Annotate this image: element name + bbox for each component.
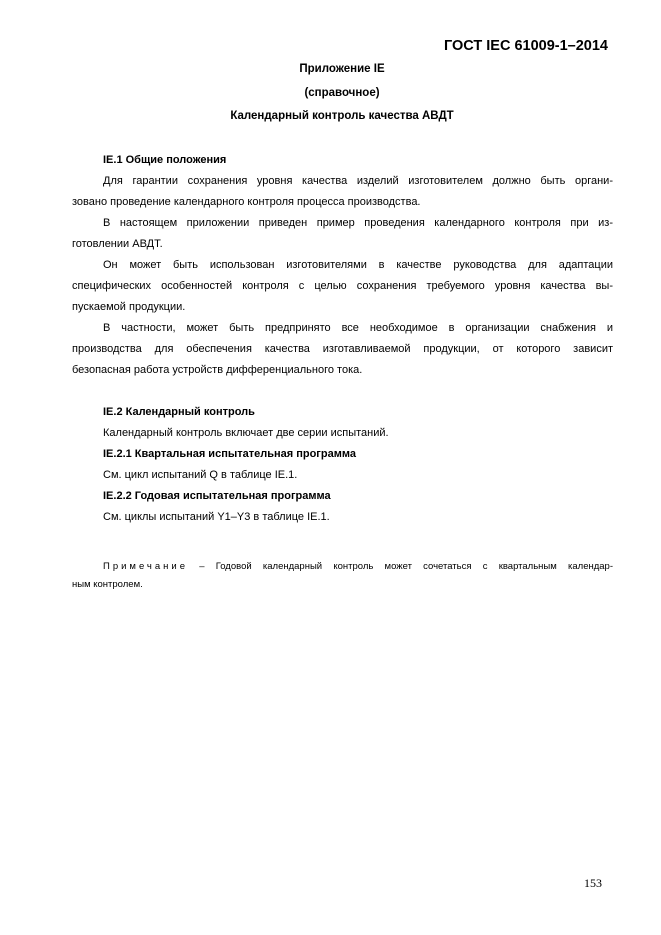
paragraph [72,255,613,276]
paragraph-line: зовано проведение календарного контроля процесса производства. [72,196,421,208]
paragraph-line: См. циклы испытаний Y1–Y3 в таблице IE.1. [103,511,330,523]
note-line [72,556,613,578]
paragraph-line: В частности, может быть предпринято все необходимое в организации снабжения и [103,322,613,334]
section-heading-ie1: IE.1 Общие положения [103,154,227,166]
note-label: Примечание [103,561,188,572]
paragraph [72,507,613,528]
note-line: ным контролем. [72,579,143,590]
paragraph [72,423,613,444]
appendix-type: (справочное) [304,87,380,99]
appendix-subject: Календарный контроль качества АВДТ [230,110,454,122]
paragraph-line: пускаемой продукции. [72,301,186,313]
paragraph [72,213,613,234]
document-body [72,150,613,528]
paragraph [72,465,613,486]
document-code: ГОСТ IEC 61009-1–2014 [443,38,608,54]
paragraph [72,171,613,192]
subsection-heading-ie2-1: IE.2.1 Квартальная испытательная программа [103,448,356,460]
paragraph-line: специфических особенностей контроля с целью сохранения требуемого уровня качества вы- [72,280,613,292]
paragraph [72,318,613,339]
paragraph-line: Он может быть использован изготовителями в качестве руководства для адаптации [103,259,613,271]
paragraph-line: готовлении АВДТ. [72,238,163,250]
paragraph-line: В настоящем приложении приведен пример проведения календарного контроля при из- [103,217,613,229]
paragraph-line: безопасная работа устройств дифференциального тока. [72,364,363,376]
paragraph-line: производства для обеспечения качества изготавливаемой продукции, от которого зависит [72,343,613,355]
subsection-heading-ie2-2: IE.2.2 Годовая испытательная программа [103,490,331,502]
paragraph-line: Календарный контроль включает две серии испытаний. [103,427,389,439]
section-heading-ie2: IE.2 Календарный контроль [103,406,255,418]
page-number: 153 [584,876,602,890]
paragraph-line: Для гарантии сохранения уровня качества изделий изготовителем должно быть органи- [103,175,613,187]
appendix-title: Приложение IE [299,63,385,75]
paragraph-line: См. цикл испытаний Q в таблице IE.1. [103,469,298,481]
note-block [72,556,613,596]
note-text: – Годовой календарный контроль может сочетаться с квартальным календар- [188,561,613,572]
